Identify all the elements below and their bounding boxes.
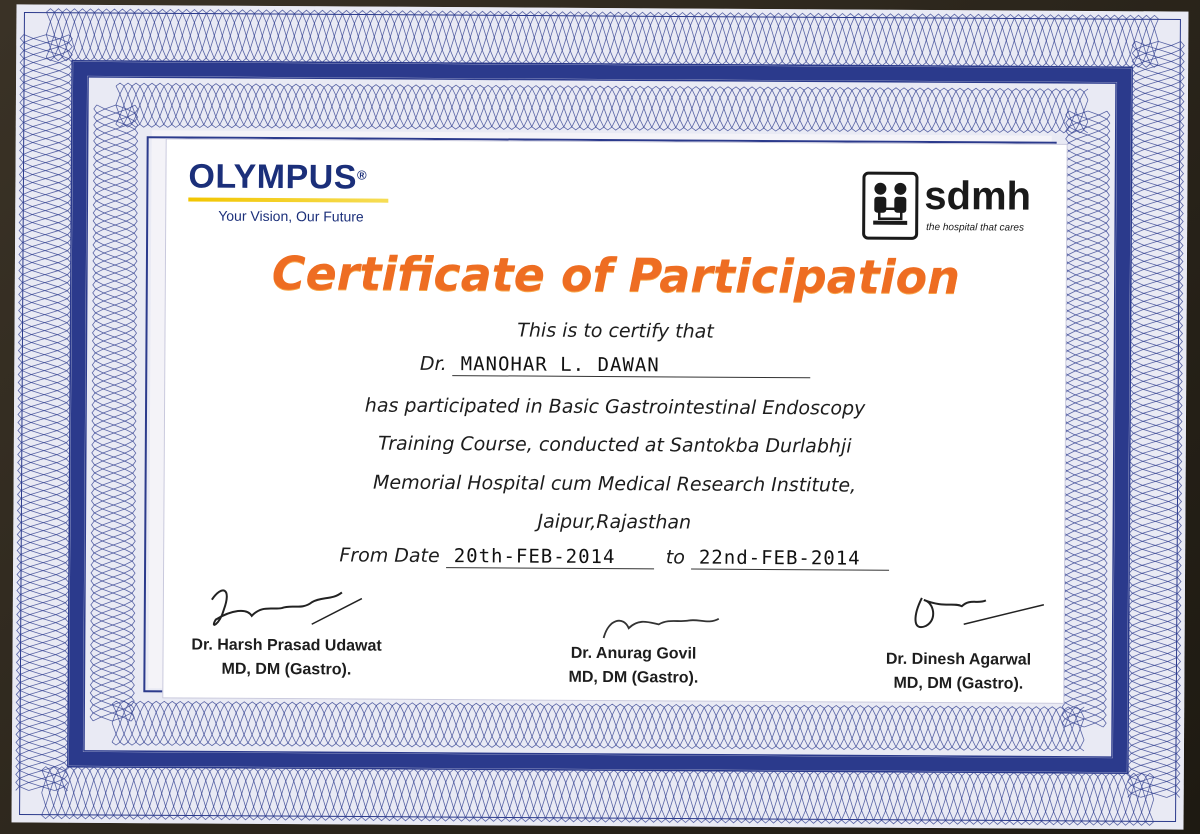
olympus-name: OLYMPUS xyxy=(188,157,358,197)
signatory-1-name: Dr. Harsh Prasad Udawat xyxy=(191,636,382,655)
signatory-3-qualification: MD, DM (Gastro). xyxy=(893,674,1024,693)
olympus-logo xyxy=(188,157,408,224)
signatory-2 xyxy=(518,642,748,691)
from-date-label: From Date xyxy=(339,544,440,568)
signatory-3-name: Dr. Dinesh Agarwal xyxy=(885,650,1032,669)
signature-udawat-scribble xyxy=(192,580,372,641)
signatory-1-qualification: MD, DM (Gastro). xyxy=(221,660,352,679)
from-date-value: 20th-FEB-2014 xyxy=(446,545,654,569)
signature-agarwal-scribble xyxy=(904,584,1054,641)
to-date-value: 22nd-FEB-2014 xyxy=(691,547,889,571)
recipient-name: MANOHAR L. DAWAN xyxy=(453,353,811,378)
body-line-3: Memorial Hospital cum Medical Research Institute, xyxy=(372,471,857,497)
certificate-sheet xyxy=(12,4,1189,829)
certificate-panel xyxy=(162,138,1067,703)
recipient-line xyxy=(165,351,1065,379)
olympus-tagline: Your Vision, Our Future xyxy=(218,207,364,225)
body-line-4: Jaipur,Rajasthan xyxy=(537,510,692,534)
certify-text: This is to certify that xyxy=(517,319,714,343)
sdmh-name: sdmh xyxy=(924,173,1032,219)
certificate-title: Certificate of Participation xyxy=(271,245,961,305)
to-date-label: to xyxy=(665,546,685,569)
date-line xyxy=(164,543,1064,571)
sdmh-logo xyxy=(862,172,1042,245)
signatory-3 xyxy=(843,647,1073,696)
signatory-2-qualification: MD, DM (Gastro). xyxy=(568,668,699,687)
body-line-1: has participated in Basic Gastrointestinal Endoscopy xyxy=(364,394,866,420)
olympus-underline xyxy=(188,197,388,202)
sdmh-emblem-icon xyxy=(862,172,918,240)
signatory-1 xyxy=(171,633,401,682)
recipient-prefix: Dr. xyxy=(419,352,447,376)
sdmh-tagline: the hospital that cares xyxy=(926,221,1025,234)
body-line-2: Training Course, conducted at Santokba Durlabhji xyxy=(378,432,852,458)
registered-mark: ® xyxy=(356,167,368,183)
signatory-2-name: Dr. Anurag Govil xyxy=(570,644,697,663)
